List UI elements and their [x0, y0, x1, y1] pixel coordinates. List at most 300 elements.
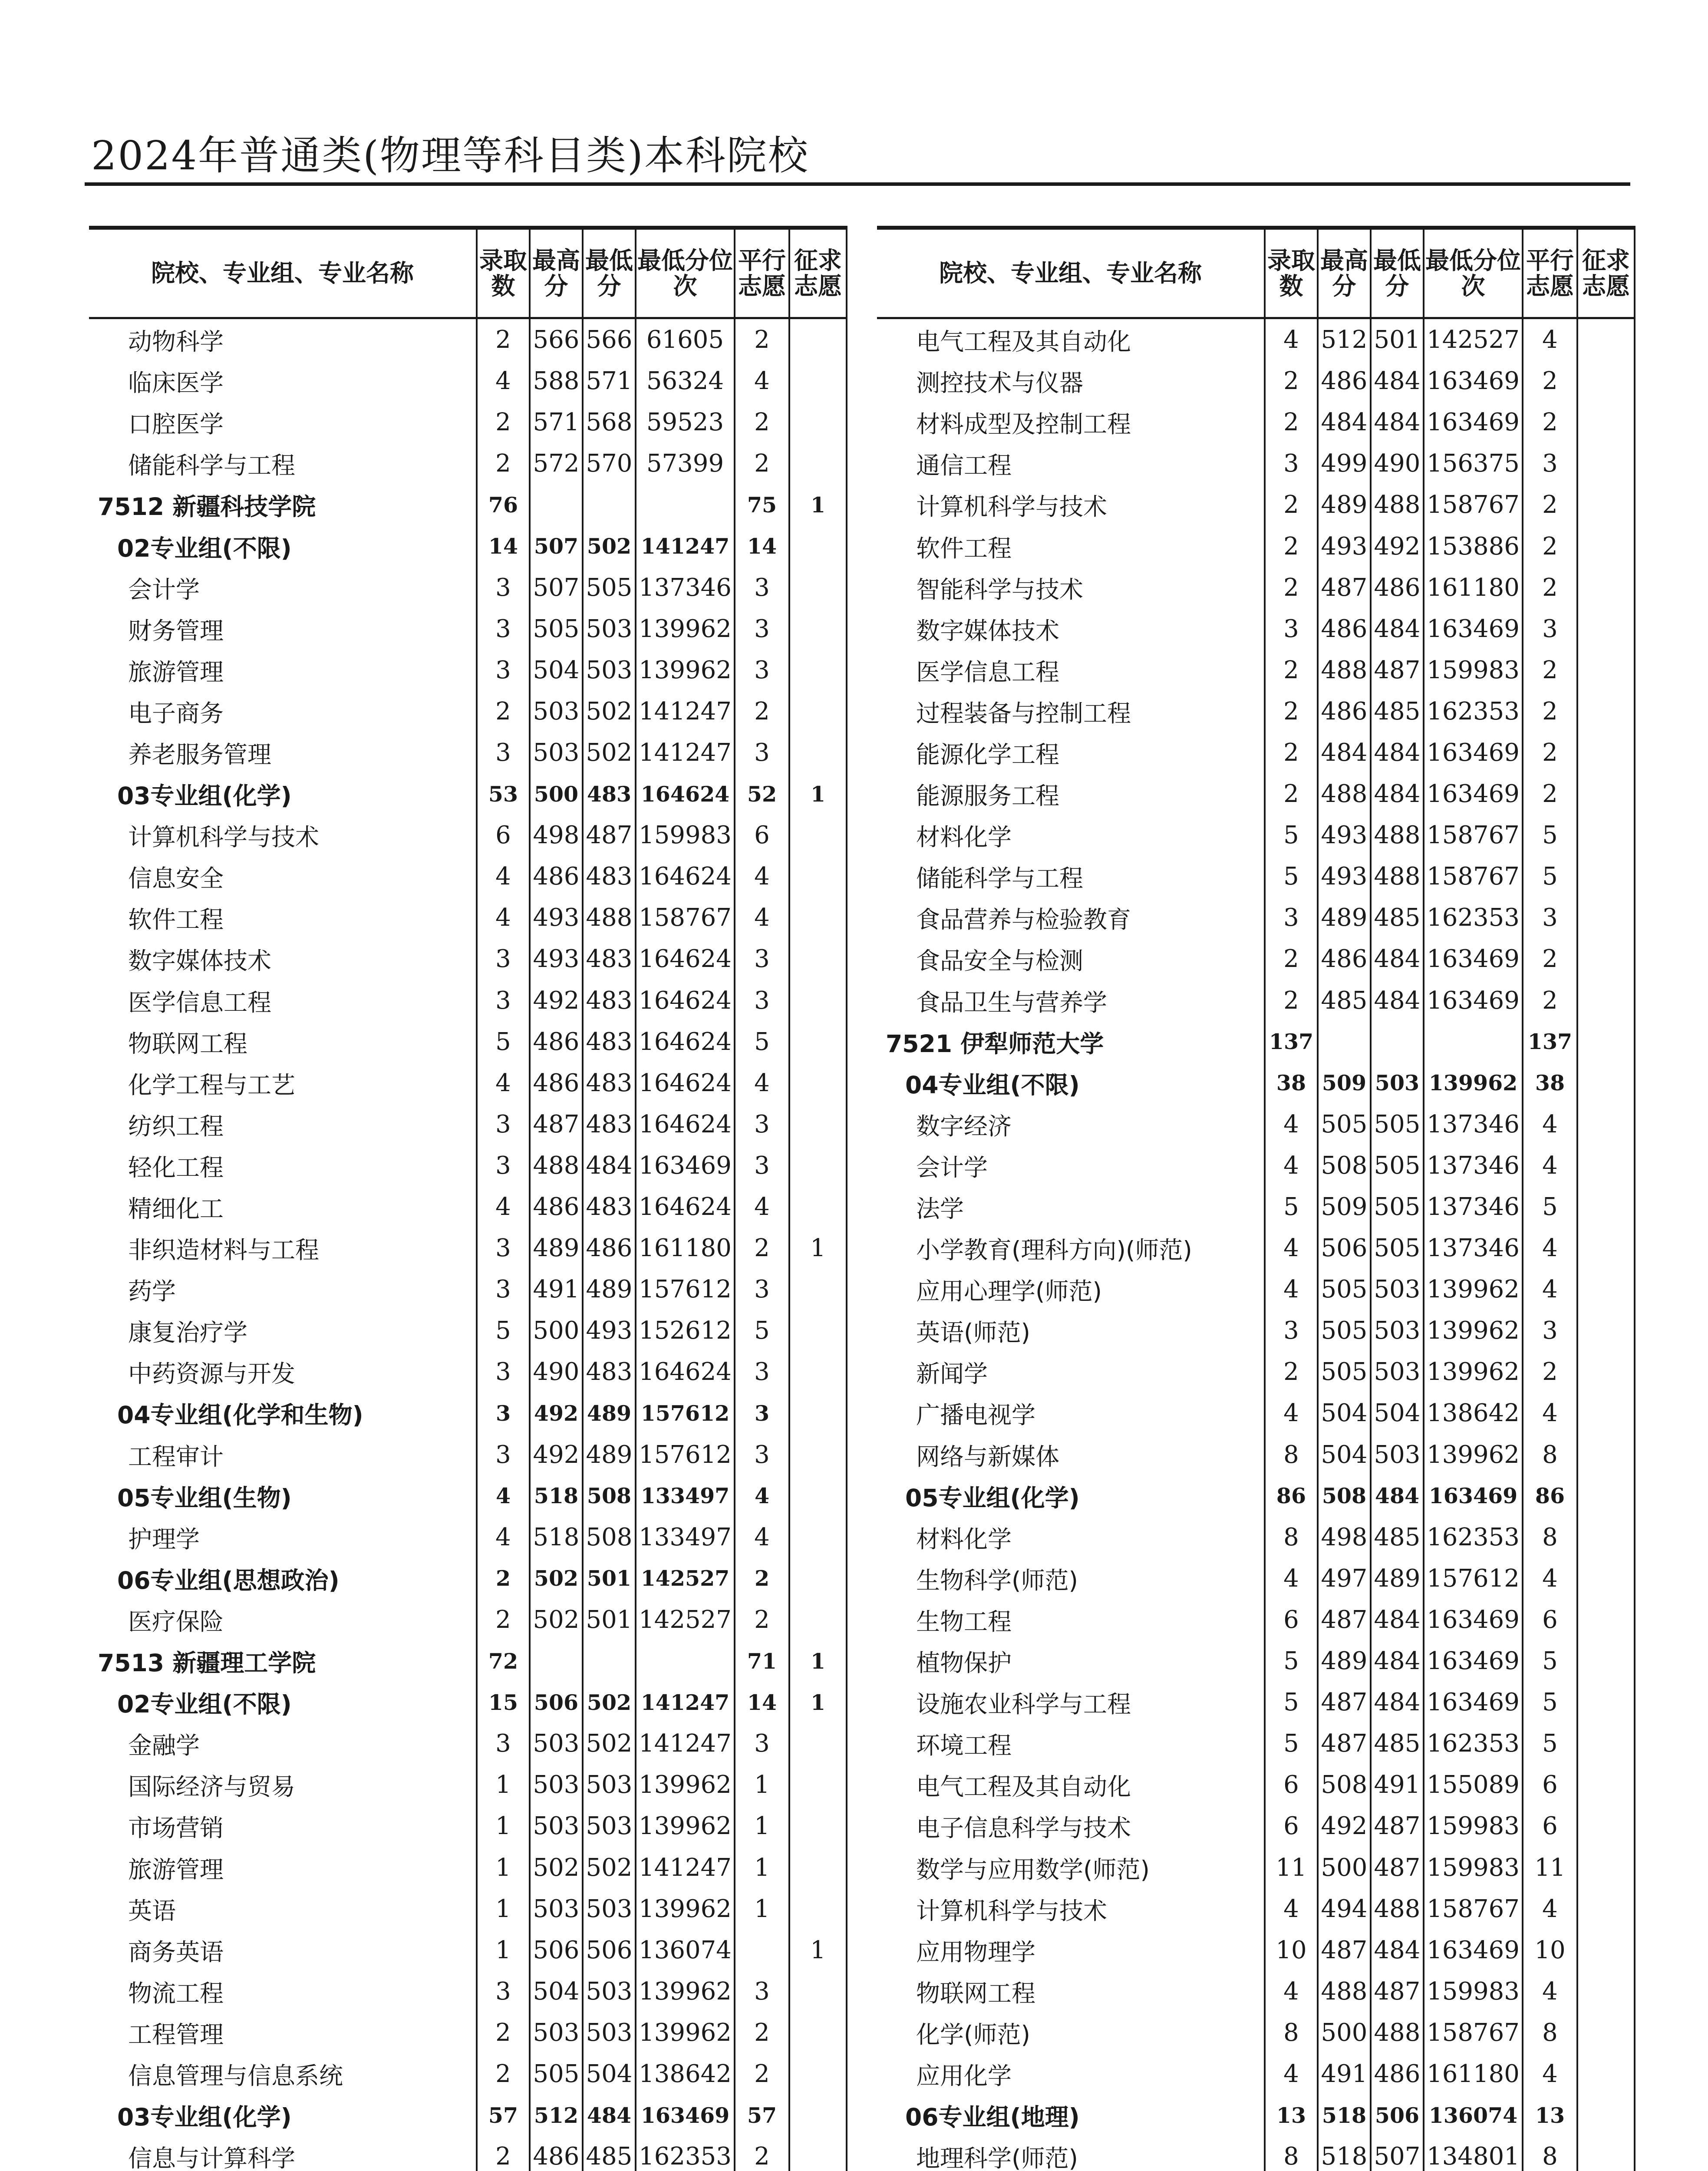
column-header-parallel: 平行志愿: [735, 228, 789, 318]
cell-lowest-score: 508: [583, 1517, 636, 1558]
table-row-major: [877, 318, 1635, 361]
cell-admitted: 3: [477, 608, 530, 650]
cell-lowest-score: 502: [583, 1682, 636, 1723]
cell-admitted: 6: [1265, 1764, 1318, 1805]
cell-admitted: 3: [477, 1351, 530, 1392]
cell-highest-score: 488: [530, 1145, 583, 1186]
column-header-admitted: 录取数: [1265, 228, 1318, 318]
cell-admitted: 3: [477, 1723, 530, 1764]
cell-name: 生物科学(师范): [916, 1566, 1078, 1594]
cell-parallel: 2: [735, 1227, 789, 1269]
cell-name: 计算机科学与技术: [128, 823, 320, 851]
cell-admitted: 13: [1265, 2095, 1318, 2136]
cell-name: 能源服务工程: [916, 782, 1060, 810]
cell-admitted: 4: [1265, 318, 1318, 361]
cell-admitted: 2: [477, 402, 530, 443]
cell-solicited: [1577, 1351, 1635, 1392]
cell-lowest-rank: 163469: [1424, 1640, 1523, 1682]
table-row-major: [89, 567, 847, 608]
cell-lowest-score: 503: [583, 1805, 636, 1847]
cell-parallel: 2: [1523, 567, 1577, 608]
cell-solicited: [789, 2095, 847, 2136]
column-header-lowest-rank: 最低分位次: [636, 228, 735, 318]
cell-admitted: 6: [1265, 1805, 1318, 1847]
cell-lowest-score: [1371, 1021, 1424, 1062]
cell-name: 材料化学: [916, 1525, 1012, 1553]
cell-admitted: 5: [1265, 856, 1318, 897]
cell-parallel: 3: [735, 650, 789, 691]
table-row-major: [89, 1351, 847, 1392]
cell-lowest-rank: 157612: [636, 1392, 735, 1434]
cell-lowest-score: 503: [583, 650, 636, 691]
cell-parallel: 2: [1523, 691, 1577, 732]
cell-lowest-rank: 61605: [636, 318, 735, 361]
table-row-major: [877, 1310, 1635, 1351]
cell-admitted: 4: [477, 1475, 530, 1517]
cell-lowest-score: 483: [583, 1351, 636, 1392]
cell-lowest-score: 485: [1371, 1723, 1424, 1764]
cell-highest-score: 492: [1318, 1805, 1371, 1847]
cell-admitted: 4: [477, 897, 530, 938]
cell-admitted: 2: [1265, 650, 1318, 691]
cell-lowest-rank: 133497: [636, 1517, 735, 1558]
cell-lowest-score: 503: [583, 1764, 636, 1805]
cell-name: 测控技术与仪器: [916, 369, 1084, 397]
cell-name: 05专业组(生物): [117, 1484, 292, 1512]
table-row-major: [877, 1351, 1635, 1392]
cell-lowest-score: 484: [1371, 402, 1424, 443]
cell-name: 口腔医学: [128, 410, 224, 439]
cell-lowest-rank: 164624: [636, 1104, 735, 1145]
cell-admitted: 2: [477, 691, 530, 732]
cell-name: 材料成型及控制工程: [916, 410, 1131, 439]
table-row-major: [89, 856, 847, 897]
cell-solicited: [789, 1558, 847, 1599]
cell-admitted: 76: [477, 484, 530, 525]
cell-name: 商务英语: [128, 1938, 224, 1966]
cell-name: 04专业组(不限): [905, 1071, 1080, 1099]
cell-lowest-score: 484: [1371, 1930, 1424, 1971]
cell-solicited: [789, 1351, 847, 1392]
cell-parallel: 3: [735, 732, 789, 773]
cell-name: 计算机科学与技术: [916, 493, 1108, 521]
table-row-major: [877, 773, 1635, 815]
cell-admitted: 3: [477, 1227, 530, 1269]
cell-highest-score: [530, 484, 583, 525]
cell-name: 国际经济与贸易: [128, 1773, 296, 1801]
cell-solicited: [789, 1104, 847, 1145]
cell-solicited: [789, 525, 847, 567]
table-row-major: [877, 2012, 1635, 2053]
cell-lowest-score: 505: [1371, 1227, 1424, 1269]
cell-lowest-rank: 162353: [1424, 897, 1523, 938]
cell-lowest-score: [583, 484, 636, 525]
cell-name: 电子商务: [128, 699, 224, 727]
cell-lowest-score: 484: [1371, 773, 1424, 815]
cell-lowest-score: 503: [1371, 1351, 1424, 1392]
cell-solicited: [1577, 2095, 1635, 2136]
cell-solicited: [1577, 1145, 1635, 1186]
cell-name: 储能科学与工程: [916, 864, 1084, 893]
cell-admitted: 53: [477, 773, 530, 815]
table-row-major: [877, 1599, 1635, 1640]
cell-name: 市场营销: [128, 1814, 224, 1842]
cell-lowest-rank: 139962: [1424, 1062, 1523, 1104]
cell-parallel: 2: [1523, 402, 1577, 443]
cell-admitted: 2: [1265, 525, 1318, 567]
cell-parallel: 3: [735, 1723, 789, 1764]
cell-lowest-score: 484: [1371, 1599, 1424, 1640]
cell-solicited: [1577, 1269, 1635, 1310]
cell-highest-score: 493: [1318, 856, 1371, 897]
cell-parallel: 2: [735, 1599, 789, 1640]
cell-admitted: 4: [1265, 1227, 1318, 1269]
cell-lowest-score: 484: [1371, 980, 1424, 1021]
cell-name: 食品卫生与营养学: [916, 988, 1108, 1016]
cell-parallel: 3: [735, 608, 789, 650]
cell-lowest-rank: [1424, 1021, 1523, 1062]
cell-lowest-rank: 138642: [636, 2053, 735, 2095]
cell-highest-score: 487: [1318, 1723, 1371, 1764]
cell-highest-score: 494: [1318, 1888, 1371, 1930]
table-row-major: [877, 1805, 1635, 1847]
cell-name: 03专业组(化学): [117, 2103, 292, 2131]
table-row-major: [89, 1805, 847, 1847]
cell-lowest-score: 484: [1371, 1682, 1424, 1723]
table-row-major: [89, 1971, 847, 2012]
cell-lowest-rank: 141247: [636, 525, 735, 567]
cell-admitted: 2: [1265, 402, 1318, 443]
cell-name: 工程审计: [128, 1442, 224, 1471]
cell-lowest-score: 568: [583, 402, 636, 443]
table-row-major: [89, 1888, 847, 1930]
cell-admitted: 5: [1265, 815, 1318, 856]
cell-name: 英语(师范): [916, 1319, 1030, 1347]
cell-name: 英语: [128, 1897, 176, 1925]
cell-lowest-rank: 139962: [636, 1805, 735, 1847]
cell-parallel: 137: [1523, 1021, 1577, 1062]
cell-parallel: 3: [735, 567, 789, 608]
cell-solicited: [1577, 1062, 1635, 1104]
cell-highest-score: 489: [1318, 1640, 1371, 1682]
cell-lowest-rank: 139962: [1424, 1310, 1523, 1351]
cell-solicited: [789, 2053, 847, 2095]
cell-lowest-rank: 161180: [1424, 2053, 1523, 2095]
cell-lowest-score: 508: [583, 1475, 636, 1517]
cell-admitted: 2: [1265, 484, 1318, 525]
cell-highest-score: 486: [530, 1062, 583, 1104]
cell-admitted: 2: [477, 1599, 530, 1640]
cell-name: 法学: [916, 1195, 964, 1223]
cell-parallel: 2: [1523, 360, 1577, 402]
cell-highest-score: 487: [1318, 1599, 1371, 1640]
cell-lowest-rank: 139962: [1424, 1434, 1523, 1475]
cell-highest-score: 506: [1318, 1227, 1371, 1269]
cell-solicited: [789, 360, 847, 402]
table-row-major: [877, 856, 1635, 897]
cell-highest-score: 506: [530, 1682, 583, 1723]
cell-name: 中药资源与开发: [128, 1360, 296, 1388]
cell-solicited: [789, 815, 847, 856]
cell-highest-score: 508: [1318, 1764, 1371, 1805]
cell-name: 02专业组(不限): [117, 534, 292, 562]
cell-admitted: 4: [1265, 1888, 1318, 1930]
table-row-group: [89, 1392, 847, 1434]
cell-name: 数字媒体技术: [128, 947, 272, 975]
cell-admitted: 38: [1265, 1062, 1318, 1104]
cell-parallel: 2: [735, 2136, 789, 2171]
cell-solicited: [1577, 1392, 1635, 1434]
cell-lowest-rank: 142527: [1424, 318, 1523, 361]
cell-admitted: 4: [477, 1517, 530, 1558]
cell-parallel: 6: [1523, 1805, 1577, 1847]
cell-solicited: [1577, 1227, 1635, 1269]
cell-lowest-score: 505: [1371, 1145, 1424, 1186]
cell-highest-score: 484: [1318, 402, 1371, 443]
cell-admitted: 3: [477, 1145, 530, 1186]
cell-highest-score: 504: [1318, 1392, 1371, 1434]
cell-name: 医学信息工程: [128, 988, 272, 1016]
table-row-major: [877, 2136, 1635, 2171]
cell-lowest-score: 503: [1371, 1062, 1424, 1104]
cell-highest-score: 502: [530, 1558, 583, 1599]
cell-lowest-score: 503: [583, 1971, 636, 2012]
cell-admitted: 1: [477, 1847, 530, 1888]
cell-lowest-rank: 163469: [1424, 360, 1523, 402]
cell-name: 05专业组(化学): [905, 1484, 1080, 1512]
table-row-major: [877, 1558, 1635, 1599]
cell-lowest-rank: 163469: [1424, 1475, 1523, 1517]
cell-name: 7513 新疆理工学院: [98, 1649, 316, 1677]
cell-highest-score: 504: [530, 650, 583, 691]
cell-solicited: [789, 1599, 847, 1640]
table-row-group: [877, 2095, 1635, 2136]
cell-highest-score: 500: [1318, 1847, 1371, 1888]
cell-admitted: 5: [477, 1310, 530, 1351]
cell-solicited: 1: [789, 1682, 847, 1723]
cell-solicited: [1577, 360, 1635, 402]
table-row-major: [89, 608, 847, 650]
cell-name: 03专业组(化学): [117, 782, 292, 810]
table-row-major: [877, 1104, 1635, 1145]
cell-highest-score: 509: [1318, 1186, 1371, 1227]
cell-lowest-score: 503: [583, 608, 636, 650]
cell-lowest-rank: 158767: [1424, 484, 1523, 525]
cell-lowest-score: 484: [1371, 938, 1424, 980]
cell-solicited: [789, 443, 847, 484]
cell-name: 新闻学: [916, 1360, 988, 1388]
cell-name: 生物工程: [916, 1607, 1012, 1636]
cell-lowest-score: 504: [1371, 1392, 1424, 1434]
cell-lowest-score: 483: [583, 1062, 636, 1104]
cell-parallel: 8: [1523, 1434, 1577, 1475]
cell-lowest-score: 484: [1371, 360, 1424, 402]
cell-parallel: 14: [735, 1682, 789, 1723]
cell-parallel: 4: [1523, 1269, 1577, 1310]
cell-solicited: [789, 402, 847, 443]
cell-name: 网络与新媒体: [916, 1442, 1060, 1471]
cell-parallel: 2: [1523, 732, 1577, 773]
cell-lowest-score: 485: [583, 2136, 636, 2171]
cell-lowest-rank: 139962: [636, 2012, 735, 2053]
cell-parallel: 1: [735, 1764, 789, 1805]
cell-lowest-rank: 163469: [1424, 980, 1523, 1021]
cell-name: 物流工程: [128, 1979, 224, 2007]
cell-highest-score: 518: [1318, 2136, 1371, 2171]
cell-parallel: 8: [1523, 2012, 1577, 2053]
cell-lowest-rank: 163469: [1424, 402, 1523, 443]
cell-lowest-score: 488: [1371, 484, 1424, 525]
cell-lowest-score: 484: [1371, 732, 1424, 773]
cell-parallel: 8: [1523, 1517, 1577, 1558]
cell-admitted: 2: [1265, 773, 1318, 815]
cell-highest-score: 503: [530, 1723, 583, 1764]
cell-admitted: 1: [477, 1888, 530, 1930]
cell-solicited: [789, 1805, 847, 1847]
column-header-solicited: 征求志愿: [1577, 228, 1635, 318]
cell-solicited: [1577, 525, 1635, 567]
cell-lowest-score: 493: [583, 1310, 636, 1351]
cell-lowest-score: 489: [583, 1269, 636, 1310]
cell-lowest-score: 487: [1371, 1805, 1424, 1847]
cell-highest-score: 488: [1318, 650, 1371, 691]
cell-admitted: 5: [1265, 1186, 1318, 1227]
cell-lowest-score: 501: [583, 1599, 636, 1640]
table-row-group: [89, 2095, 847, 2136]
cell-solicited: [1577, 1517, 1635, 1558]
cell-name: 康复治疗学: [128, 1319, 248, 1347]
table-row-major: [89, 1930, 847, 1971]
cell-solicited: [1577, 2136, 1635, 2171]
table-row-major: [877, 1682, 1635, 1723]
cell-solicited: [789, 608, 847, 650]
table-row-major: [877, 1145, 1635, 1186]
cell-name: 动物科学: [128, 328, 224, 356]
cell-lowest-rank: 157612: [636, 1434, 735, 1475]
cell-lowest-rank: 164624: [636, 856, 735, 897]
table-row-major: [89, 691, 847, 732]
cell-solicited: 1: [789, 484, 847, 525]
cell-highest-score: 503: [530, 691, 583, 732]
cell-name: 食品安全与检测: [916, 947, 1084, 975]
table-row-group: [89, 773, 847, 815]
cell-highest-score: 588: [530, 360, 583, 402]
cell-name: 通信工程: [916, 452, 1012, 480]
cell-solicited: [789, 938, 847, 980]
column-header-highest-score: 最高分: [1318, 228, 1371, 318]
cell-solicited: [789, 980, 847, 1021]
cell-parallel: 6: [1523, 1764, 1577, 1805]
cell-highest-score: 497: [1318, 1558, 1371, 1599]
cell-highest-score: 487: [530, 1104, 583, 1145]
cell-name: 04专业组(化学和生物): [117, 1401, 363, 1429]
cell-lowest-score: 488: [1371, 856, 1424, 897]
cell-lowest-score: 501: [583, 1558, 636, 1599]
cell-lowest-rank: 159983: [636, 815, 735, 856]
cell-highest-score: 486: [530, 856, 583, 897]
cell-admitted: 2: [477, 2053, 530, 2095]
cell-admitted: 3: [477, 1392, 530, 1434]
cell-admitted: 3: [477, 980, 530, 1021]
table-row-major: [877, 1847, 1635, 1888]
cell-admitted: 3: [1265, 608, 1318, 650]
cell-lowest-score: 483: [583, 1186, 636, 1227]
cell-admitted: 3: [477, 1104, 530, 1145]
table-header-row: [89, 228, 847, 318]
cell-name: 软件工程: [128, 906, 224, 934]
cell-solicited: [789, 1723, 847, 1764]
cell-solicited: [1577, 1021, 1635, 1062]
table-row-major: [877, 1186, 1635, 1227]
cell-admitted: 3: [477, 567, 530, 608]
column-header-lowest-score: 最低分: [583, 228, 636, 318]
table-row-major: [877, 443, 1635, 484]
cell-solicited: [1577, 2053, 1635, 2095]
cell-name: 精细化工: [128, 1195, 224, 1223]
cell-name: 应用化学: [916, 2062, 1012, 2090]
cell-lowest-rank: 141247: [636, 1723, 735, 1764]
cell-name: 临床医学: [128, 369, 224, 397]
cell-solicited: [789, 1186, 847, 1227]
cell-admitted: 1: [477, 1764, 530, 1805]
cell-solicited: [1577, 1805, 1635, 1847]
cell-name: 化学(师范): [916, 2020, 1030, 2049]
cell-lowest-rank: 162353: [636, 2136, 735, 2171]
cell-lowest-score: 487: [1371, 1971, 1424, 2012]
cell-solicited: [1577, 1558, 1635, 1599]
table-row-major: [89, 1145, 847, 1186]
cell-parallel: 5: [735, 1310, 789, 1351]
cell-highest-score: 505: [1318, 1310, 1371, 1351]
table-row-major: [89, 1310, 847, 1351]
cell-name: 信息管理与信息系统: [128, 2062, 343, 2090]
cell-solicited: [789, 691, 847, 732]
cell-lowest-rank: 153886: [1424, 525, 1523, 567]
cell-solicited: [1577, 1310, 1635, 1351]
cell-parallel: 14: [735, 525, 789, 567]
cell-parallel: 2: [1523, 650, 1577, 691]
cell-lowest-score: 485: [1371, 1517, 1424, 1558]
column-header-lowest-score: 最低分: [1371, 228, 1424, 318]
table-body-right: [877, 318, 1635, 2171]
cell-parallel: 13: [1523, 2095, 1577, 2136]
cell-lowest-rank: 164624: [636, 938, 735, 980]
cell-parallel: 57: [735, 2095, 789, 2136]
cell-highest-score: 486: [1318, 360, 1371, 402]
table-row-major: [89, 1227, 847, 1269]
cell-lowest-rank: 162353: [1424, 691, 1523, 732]
cell-lowest-rank: 162353: [1424, 1723, 1523, 1764]
cell-highest-score: 518: [1318, 2095, 1371, 2136]
cell-solicited: [1577, 1475, 1635, 1517]
cell-solicited: [1577, 1847, 1635, 1888]
cell-lowest-rank: 164624: [636, 1186, 735, 1227]
cell-lowest-rank: 163469: [636, 1145, 735, 1186]
cell-lowest-rank: 163469: [1424, 1599, 1523, 1640]
table-row-major: [877, 732, 1635, 773]
table-row-major: [877, 938, 1635, 980]
cell-parallel: 3: [1523, 443, 1577, 484]
cell-highest-score: 500: [1318, 2012, 1371, 2053]
table-row-major: [877, 1434, 1635, 1475]
cell-highest-score: 503: [530, 2012, 583, 2053]
cell-highest-score: 492: [530, 1392, 583, 1434]
cell-solicited: [789, 1971, 847, 2012]
cell-parallel: 4: [735, 1186, 789, 1227]
cell-parallel: 3: [1523, 897, 1577, 938]
cell-name: 数学与应用数学(师范): [916, 1855, 1150, 1884]
cell-lowest-score: 507: [1371, 2136, 1424, 2171]
